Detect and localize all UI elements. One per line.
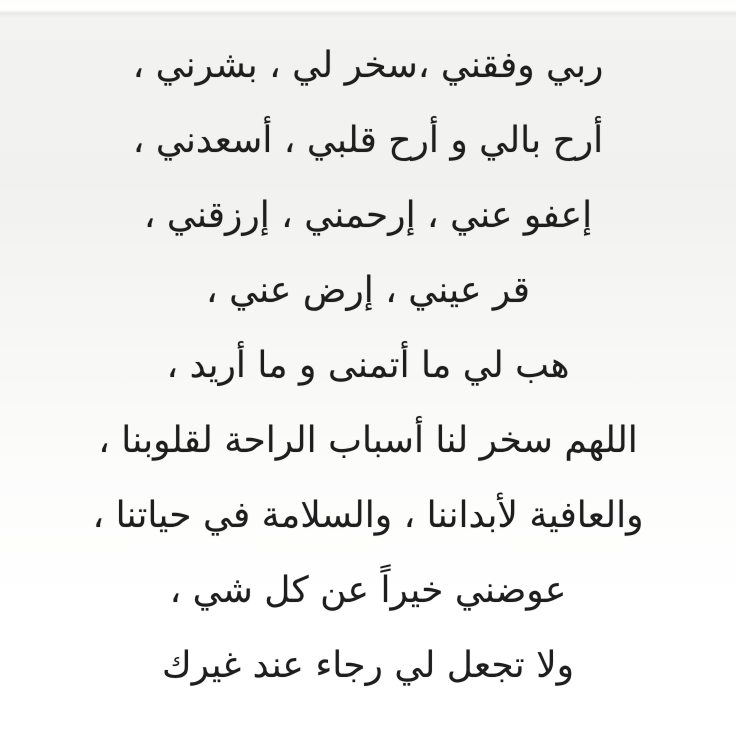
prayer-text: [0, 28, 736, 703]
prayer-line: ربي وفقني ،سخر لي ، بشرني ،: [132, 45, 604, 86]
prayer-line: والعافية لأبداننا ، والسلامة في حياتنا ،: [92, 495, 644, 536]
prayer-line: هب لي ما أتمنى و ما أريد ،: [166, 345, 570, 386]
prayer-line: أرح بالي و أرح قلبي ، أسعدني ،: [132, 120, 604, 161]
prayer-line: اللهم سخر لنا أسباب الراحة لقلوبنا ،: [98, 420, 638, 461]
prayer-line: عوضني خيراً عن كل شي ،: [169, 570, 567, 611]
prayer-line: قر عيني ، إرض عني ،: [206, 270, 530, 311]
prayer-line: ولا تجعل لي رجاء عند غيرك: [162, 645, 574, 686]
prayer-line: إعفو عني ، إرحمني ، إرزقني ،: [143, 195, 593, 236]
